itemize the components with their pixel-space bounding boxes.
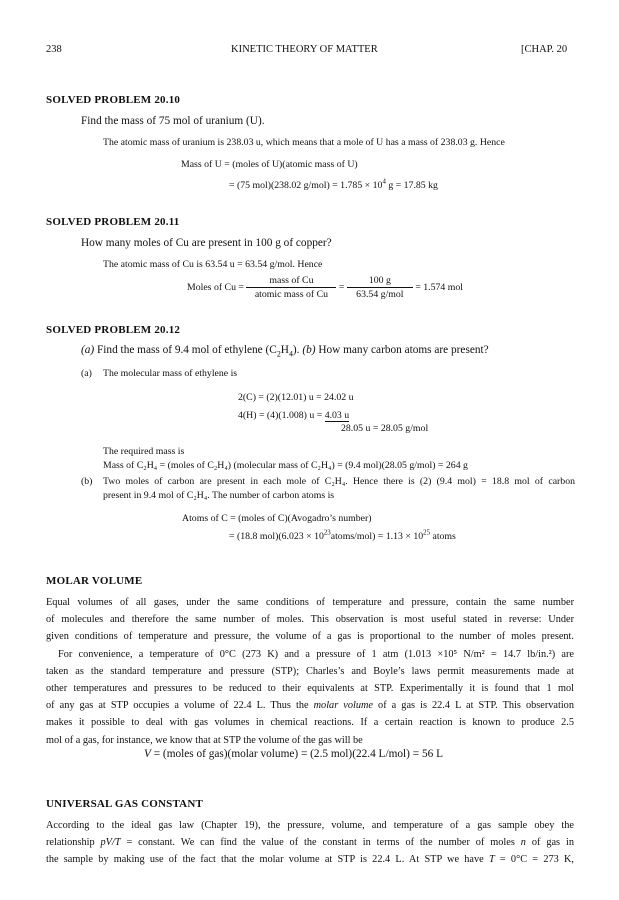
gas-constant-heading: UNIVERSAL GAS CONSTANT <box>46 798 204 810</box>
mass-equation: Mass of C₂H₄ = (moles of C₂H₄) (molecular mass of C₂H₄) = (9.4 mol)(28.05 g/mol) = 264 g <box>103 460 468 471</box>
molecular-mass-sum: 28.05 u = 28.05 g/mol <box>341 423 429 434</box>
molar-volume-heading: MOLAR VOLUME <box>46 575 143 587</box>
problem-20-11-fraction-equation: Moles of Cu = $\frac{\text{mass of Cu}}{\text{atomic mass of Cu}}$ = $\frac{100 g}{\text{63.54 g/mol}}$ = 1.574 mol <box>187 275 464 300</box>
carbon-mass-line: 2(C) = (2)(12.01) u = 24.02 u <box>238 392 354 403</box>
problem-20-10-equation-2: = (75 mol)(238.02 $g/mol) = 1.785 \times 10^4$ g = 17.85 kg <box>229 178 438 191</box>
molar-volume-equation: V = (moles of gas)(molar volume) = (2.5 mol)(22.4 L/mol) = 56 L <box>144 748 443 760</box>
problem-20-11-heading: SOLVED PROBLEM 20.11 <box>46 216 180 228</box>
problem-20-10-question: Find the mass of 75 mol of uranium (U). <box>81 115 265 127</box>
page-number: 238 <box>46 44 62 55</box>
part-a-text: The molecular mass of ethylene is <box>103 368 238 379</box>
part-b-line-1: Two moles of carbon are present in each mole of C₂H₄. Hence there is (2) (9.4 mol) = 18.8 mol of carbon <box>103 476 575 487</box>
problem-20-12-question: (a) Find the mass of 9.4 mol of ethylene $(C_2H_4)$. (b) How many carbon atoms are present? <box>81 344 489 359</box>
required-mass-label: The required mass is <box>103 446 185 457</box>
problem-20-11-question: How many moles of Cu are present in 100 g of copper? <box>81 237 332 249</box>
problem-20-10-heading: SOLVED PROBLEM 20.10 <box>46 94 181 106</box>
part-b-label: (b) <box>81 476 93 487</box>
problem-20-10-equation-1: Mass of U = (moles of U)(atomic mass of U) <box>181 159 358 170</box>
running-title: KINETIC THEORY OF MATTER <box>231 44 378 55</box>
atoms-equation-2: = (18.8 $mol)(6.023 \times 10^{23}atoms/mol) = 1.13 \times 10^{25}$ atoms <box>229 529 456 542</box>
problem-20-12-heading: SOLVED PROBLEM 20.12 <box>46 324 181 336</box>
problem-20-10-solution: The atomic mass of uranium is 238.03 u, which means that a mole of U has a mass of 238.03 g. Hence <box>103 137 505 148</box>
chapter-label: [CHAP. 20 <box>521 44 568 55</box>
atoms-equation-1: Atoms of C = (moles of C)(Avogadro’s number) <box>182 513 372 524</box>
hydrogen-mass-line: 4(H) = (4)(1.008) u = 4.03 u <box>238 410 350 421</box>
molar-volume-paragraph: Equal volumes of all gases, under the same conditions of temperature and pressure, contain the same number of molecules and therefore the same number of moles. This observation is most useful stated in reverse: Under given conditions of temperature and pressure, the volume of a gas is proportional to the number of moles present. For convenience, a temperature of 0°C (273 K) and a pressure of 1 atm (1.013 ×10⁵ N/m² = 14.7 lb/in.²) are taken as the standard temperature and pressure (STP); Charles’s and Boyle’s laws permit measurements made at other temperatures and pressures to be reduced to their equivalents at STP. Experimentally it is found that 1 mol of any gas at STP occupies a volume of 22.4 L. Thus the molar volume of a gas is 22.4 L at STP. This observation makes it possible to deal with gas volumes in chemical reactions. If a certain reaction is known to produce 2.5 mol of a gas, for instance, we know that at STP the volume of the gas will be <box>46 597 574 746</box>
problem-20-11-solution: The atomic mass of Cu is 63.54 u = 63.54 g/mol. Hence <box>103 259 323 270</box>
part-b-line-2: present in 9.4 mol of C₂H₄. The number of carbon atoms is <box>103 490 335 501</box>
part-a-label: (a) <box>81 368 92 379</box>
gas-constant-paragraph: According to the ideal gas law (Chapter 19), the pressure, volume, and temperature of a gas sample obey the relationship pV/T = constant. We can find the value of the constant in terms of the number of moles n of gas in the sample by making use of the fact that the molar volume at STP is 22.4 L. At STP we have T = 0°C = 273 K, <box>46 820 574 866</box>
